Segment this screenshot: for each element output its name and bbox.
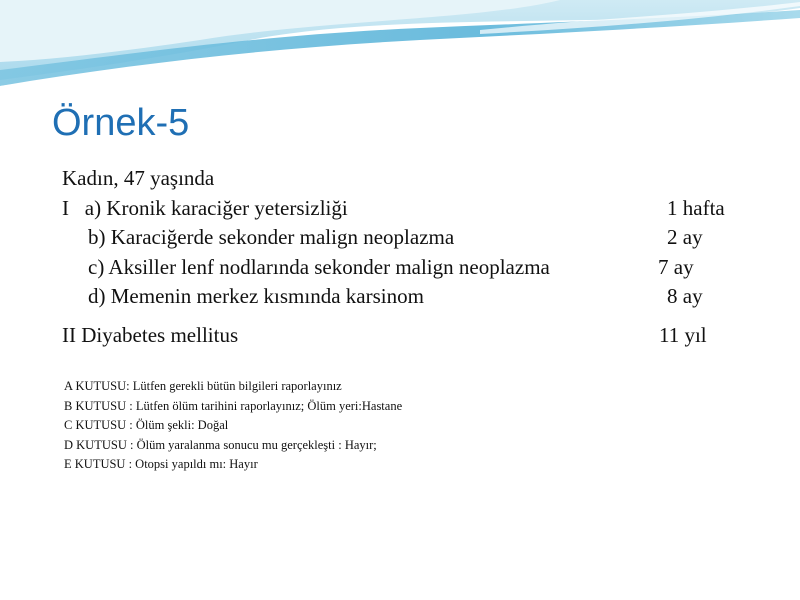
box-e-note: E KUTUSU : Otopsi yapıldı mı: Hayır	[64, 457, 258, 471]
cause-c-duration: 7 ay	[658, 254, 694, 279]
cause-d-text: d) Memenin merkez kısmında karsinom	[88, 284, 424, 308]
patient-info: Kadın, 47 yaşında	[62, 166, 215, 190]
part2-duration: 11 yıl	[659, 322, 707, 347]
cause-a-duration: 1 hafta	[667, 195, 725, 220]
cause-line-b	[62, 223, 782, 253]
cause-b-duration: 2 ay	[667, 225, 703, 249]
cause-b-text: b) Karaciğerde sekonder malign neoplazma	[88, 225, 455, 249]
cause-line-a	[62, 194, 782, 224]
cause-line-c	[62, 253, 782, 283]
box-d-note: D KUTUSU : Ölüm yaralanma sonucu mu gerçekleşti : Hayır;	[64, 437, 377, 452]
patient-info-line	[62, 164, 782, 194]
box-c-note: C KUTUSU : Ölüm şekli: Doğal	[64, 418, 229, 432]
box-a-note: A KUTUSU: Lütfen gerekli bütün bilgileri raporlayınız	[64, 379, 342, 393]
cause-c-text: c) Aksiller lenf nodlarında sekonder malign neoplazma	[88, 254, 550, 279]
box-b-note: B KUTUSU : Lütfen ölüm tarihini raporlayınız; Ölüm yeri:Hastane	[64, 398, 403, 413]
slide-title: Örnek-5	[52, 102, 190, 144]
cause-line-d	[62, 282, 782, 312]
part2-line	[62, 321, 782, 351]
part2-text: II Diyabetes mellitus	[62, 322, 239, 347]
form-box-notes	[64, 377, 664, 475]
case-content	[62, 164, 782, 350]
cause-d-duration: 8 ay	[667, 284, 703, 308]
decorative-wave-banner	[0, 0, 800, 90]
cause-a-text: I a) Kronik karaciğer yetersizliği	[62, 195, 348, 220]
